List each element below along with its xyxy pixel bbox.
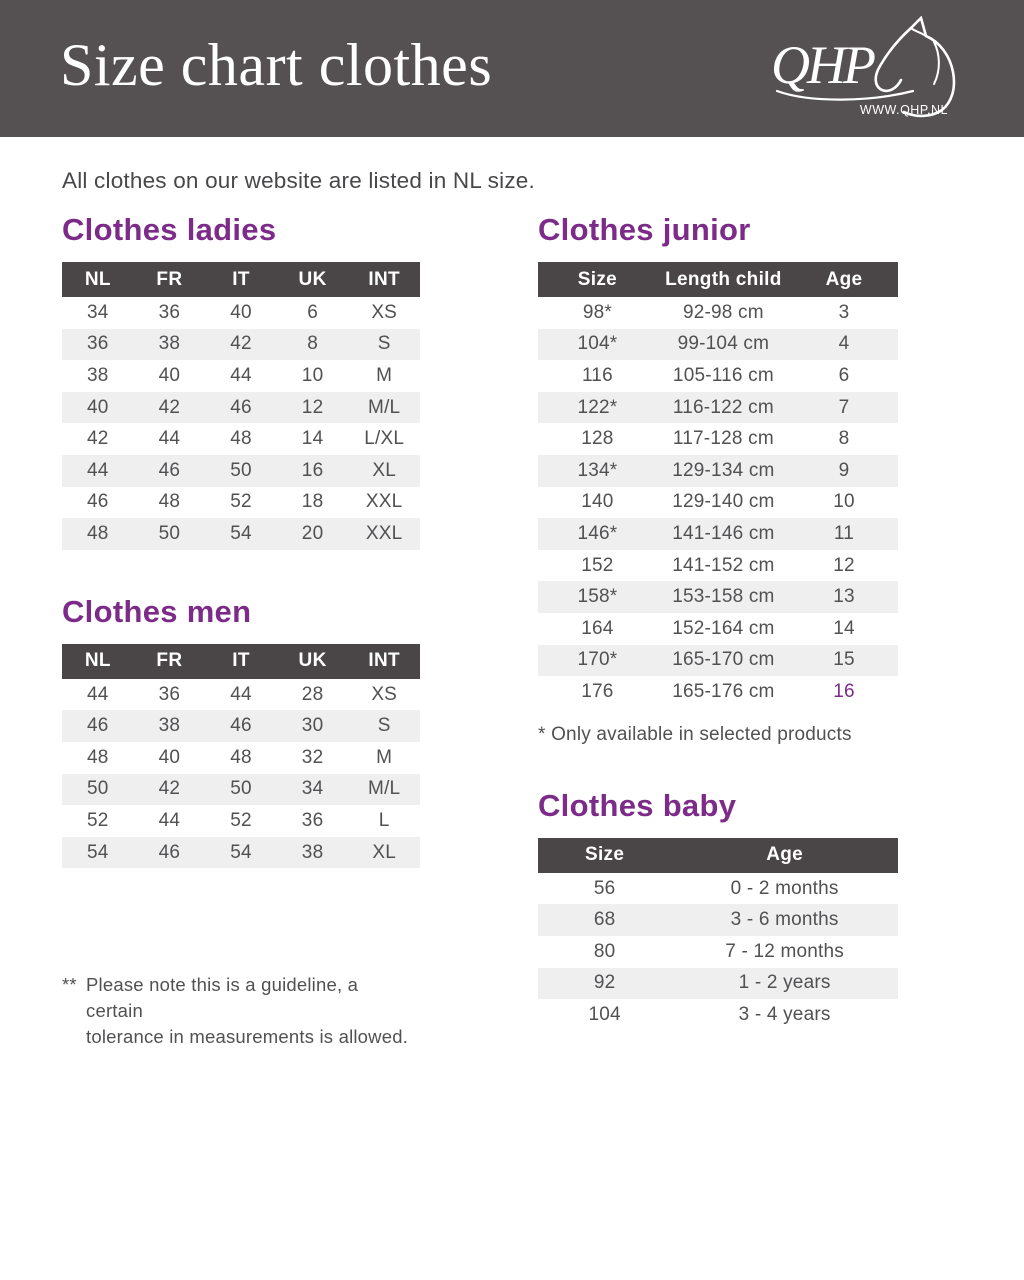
table-cell: XS [371,301,398,323]
header-banner [0,0,1024,137]
table-cell: 116 [581,364,613,386]
column-header: Length child [657,262,790,297]
table-cell: 34 [301,778,324,800]
two-column-layout [62,212,962,1050]
table-cell: 54 [230,522,252,544]
table-cell: 40 [230,301,252,323]
selected-products-footnote: * Only available in selected products [538,723,852,745]
table-cell: 30 [301,715,324,737]
column-header: UK [277,644,349,679]
column-header: IT [205,644,277,679]
table-cell: 48 [158,491,181,513]
table-cell: 40 [158,364,181,386]
section-clothes-men [62,594,420,869]
table-cell: 129-134 cm [672,459,775,481]
guideline-footnote [62,972,420,1050]
table-cell: 80 [593,940,616,962]
table-cell: 140 [581,491,614,513]
table-cell: 46 [230,715,252,737]
table-row [62,518,420,550]
table-cell: 46 [230,396,252,418]
table-cell: 46 [158,459,181,481]
table-cell: 50 [230,459,252,481]
table-cell: 158* [577,586,618,608]
table-cell: 44 [230,683,252,705]
table-row [538,676,898,708]
table-row [538,936,898,968]
table-cell: M/L [368,778,401,800]
table-cell: S [377,333,391,355]
table-cell: 99-104 cm [677,333,770,355]
table-cell: 3 - 6 months [730,909,839,931]
qhp-logo [771,16,966,121]
table-cell: 92-98 cm [682,301,764,323]
clothes-junior-heading: Clothes junior [538,212,751,247]
table-cell: 38 [158,715,181,737]
table-cell: 12 [301,396,324,418]
table-cell: 3 [838,301,850,323]
table-cell: 36 [158,683,181,705]
table-cell: 176 [581,680,614,702]
section-clothes-baby [538,788,898,1031]
table-cell: 44 [87,459,109,481]
clothes-men-table [62,644,420,869]
table-cell: 28 [301,683,324,705]
table-row [538,968,898,1000]
table-cell: 48 [230,746,252,768]
table-cell: 8 [838,428,850,450]
table-row [538,613,898,645]
table-cell: 52 [87,809,109,831]
table-cell: 44 [230,364,252,386]
table-cell: S [377,715,391,737]
table-header-row [538,838,898,873]
table-row [538,645,898,677]
table-row [538,873,898,905]
table-cell: 122* [577,396,618,418]
table-cell: 165-176 cm [672,680,775,702]
table-row [538,487,898,519]
table-row [538,999,898,1031]
table-cell: 15 [833,649,855,671]
table-row [62,455,420,487]
table-cell: 16 [833,680,855,702]
table-cell: 54 [87,841,109,863]
table-cell: 152-164 cm [672,617,775,639]
table-cell: XXL [365,522,403,544]
table-cell: M [376,746,393,768]
table-cell: 12 [833,554,855,576]
table-cell: 13 [833,586,855,608]
table-row [538,423,898,455]
table-cell: XS [371,683,398,705]
table-cell: 141-146 cm [672,522,775,544]
table-cell: 44 [158,809,181,831]
table-cell: 129-140 cm [672,491,775,513]
table-cell: 48 [87,522,109,544]
column-header: INT [348,262,420,297]
table-cell: 10 [833,491,855,513]
column-header: Age [790,262,898,297]
table-row [538,329,898,361]
column-header: INT [348,644,420,679]
table-cell: 46 [87,715,109,737]
clothes-junior-table [538,262,898,708]
table-row [538,297,898,329]
table-cell: 4 [838,333,850,355]
logo-url: WWW.QHP.NL [859,103,948,117]
table-row [62,679,420,711]
table-cell: 128 [581,428,614,450]
table-row [538,455,898,487]
column-header: Size [538,838,671,873]
table-cell: 104* [577,333,618,355]
table-cell: 48 [87,746,109,768]
table-cell: 14 [833,617,855,639]
table-cell: 36 [158,301,181,323]
logo-swash [775,88,915,104]
table-cell: 54 [230,841,252,863]
table-cell: 141-152 cm [672,554,775,576]
table-header-row [538,262,898,297]
table-cell: 164 [581,617,614,639]
table-row [538,392,898,424]
table-cell: 0 - 2 months [730,877,839,899]
table-cell: L [378,809,390,831]
table-cell: 50 [158,522,181,544]
table-cell: 32 [301,746,324,768]
table-cell: 38 [158,333,181,355]
table-cell: 92 [593,972,616,994]
table-cell: 46 [87,491,109,513]
table-row [538,360,898,392]
clothes-men-heading: Clothes men [62,593,252,629]
intro-text: All clothes on our website are listed in NL size. [62,168,535,193]
column-header: NL [62,262,134,297]
table-cell: 36 [301,809,324,831]
table-cell: 9 [838,459,850,481]
table-cell: 44 [87,683,109,705]
table-cell: L/XL [364,428,405,450]
table-row [538,904,898,936]
table-cell: 104 [588,1003,621,1025]
table-cell: 6 [307,301,318,323]
table-cell: 18 [301,491,324,513]
logo-text: QHP [771,35,873,95]
table-cell: 56 [593,877,616,899]
table-cell: 42 [230,333,252,355]
table-cell: 44 [158,428,181,450]
table-row [62,742,420,774]
clothes-ladies-table [62,262,420,550]
section-clothes-junior [538,212,898,746]
table-cell: 98* [582,301,612,323]
column-header: UK [277,262,349,297]
table-row [62,297,420,329]
table-header-row [62,262,420,297]
table-cell: 52 [230,809,252,831]
table-cell: 20 [301,522,324,544]
table-row [62,360,420,392]
table-cell: 6 [838,364,850,386]
table-cell: 48 [230,428,252,450]
table-cell: 42 [158,396,181,418]
column-header: IT [205,262,277,297]
table-cell: 34 [87,301,109,323]
table-cell: 38 [87,364,109,386]
table-cell: 16 [301,459,324,481]
table-row [62,805,420,837]
table-row [538,518,898,550]
table-cell: 8 [307,333,318,355]
table-cell: 36 [87,333,109,355]
table-row [62,774,420,806]
table-cell: 38 [301,841,324,863]
table-row [62,710,420,742]
table-cell: 3 - 4 years [738,1003,831,1025]
page-title: Size chart clothes [60,32,493,98]
table-row [538,581,898,613]
table-cell: 68 [593,909,616,931]
table-cell: 7 [838,396,850,418]
right-column [538,212,898,1050]
table-cell: 146* [577,522,618,544]
clothes-baby-table [538,838,898,1031]
table-cell: 10 [301,364,324,386]
table-row [62,392,420,424]
table-cell: 1 - 2 years [738,972,831,994]
table-row [62,837,420,869]
table-cell: 42 [87,428,109,450]
table-header-row [62,644,420,679]
table-cell: 7 - 12 months [725,940,844,962]
table-cell: XL [372,459,396,481]
table-cell: XXL [365,491,403,513]
table-row [538,550,898,582]
table-cell: 165-170 cm [672,649,775,671]
table-cell: 46 [158,841,181,863]
table-row [62,487,420,519]
left-column [62,212,420,1050]
table-cell: 153-158 cm [672,586,775,608]
table-cell: 40 [87,396,109,418]
table-cell: 14 [301,428,324,450]
table-cell: 170* [577,649,618,671]
table-cell: 116-122 cm [672,396,774,418]
table-row [62,423,420,455]
section-clothes-ladies [62,212,420,550]
table-cell: M/L [368,396,401,418]
table-cell: 50 [87,778,109,800]
table-cell: 40 [158,746,181,768]
table-cell: M [376,364,393,386]
column-header: FR [134,262,206,297]
table-cell: 105-116 cm [672,364,774,386]
column-header: FR [134,644,206,679]
clothes-baby-heading: Clothes baby [538,787,737,823]
table-cell: 50 [230,778,252,800]
clothes-ladies-heading: Clothes ladies [62,212,277,247]
main-content [0,168,1024,1050]
table-cell: 11 [833,522,855,544]
table-cell: 52 [230,491,252,513]
table-cell: 117-128 cm [672,428,774,450]
table-cell: 152 [581,554,614,576]
table-cell: XL [372,841,396,863]
footnote-text: Please note this is a guideline, a certain tolerance in measurements is allowed. [86,974,409,1048]
column-header: NL [62,644,134,679]
table-row [62,329,420,361]
column-header: Age [671,838,898,873]
table-cell: 134* [577,459,618,481]
footnote-marker: ** [62,974,77,996]
column-header: Size [538,262,657,297]
table-cell: 42 [158,778,181,800]
